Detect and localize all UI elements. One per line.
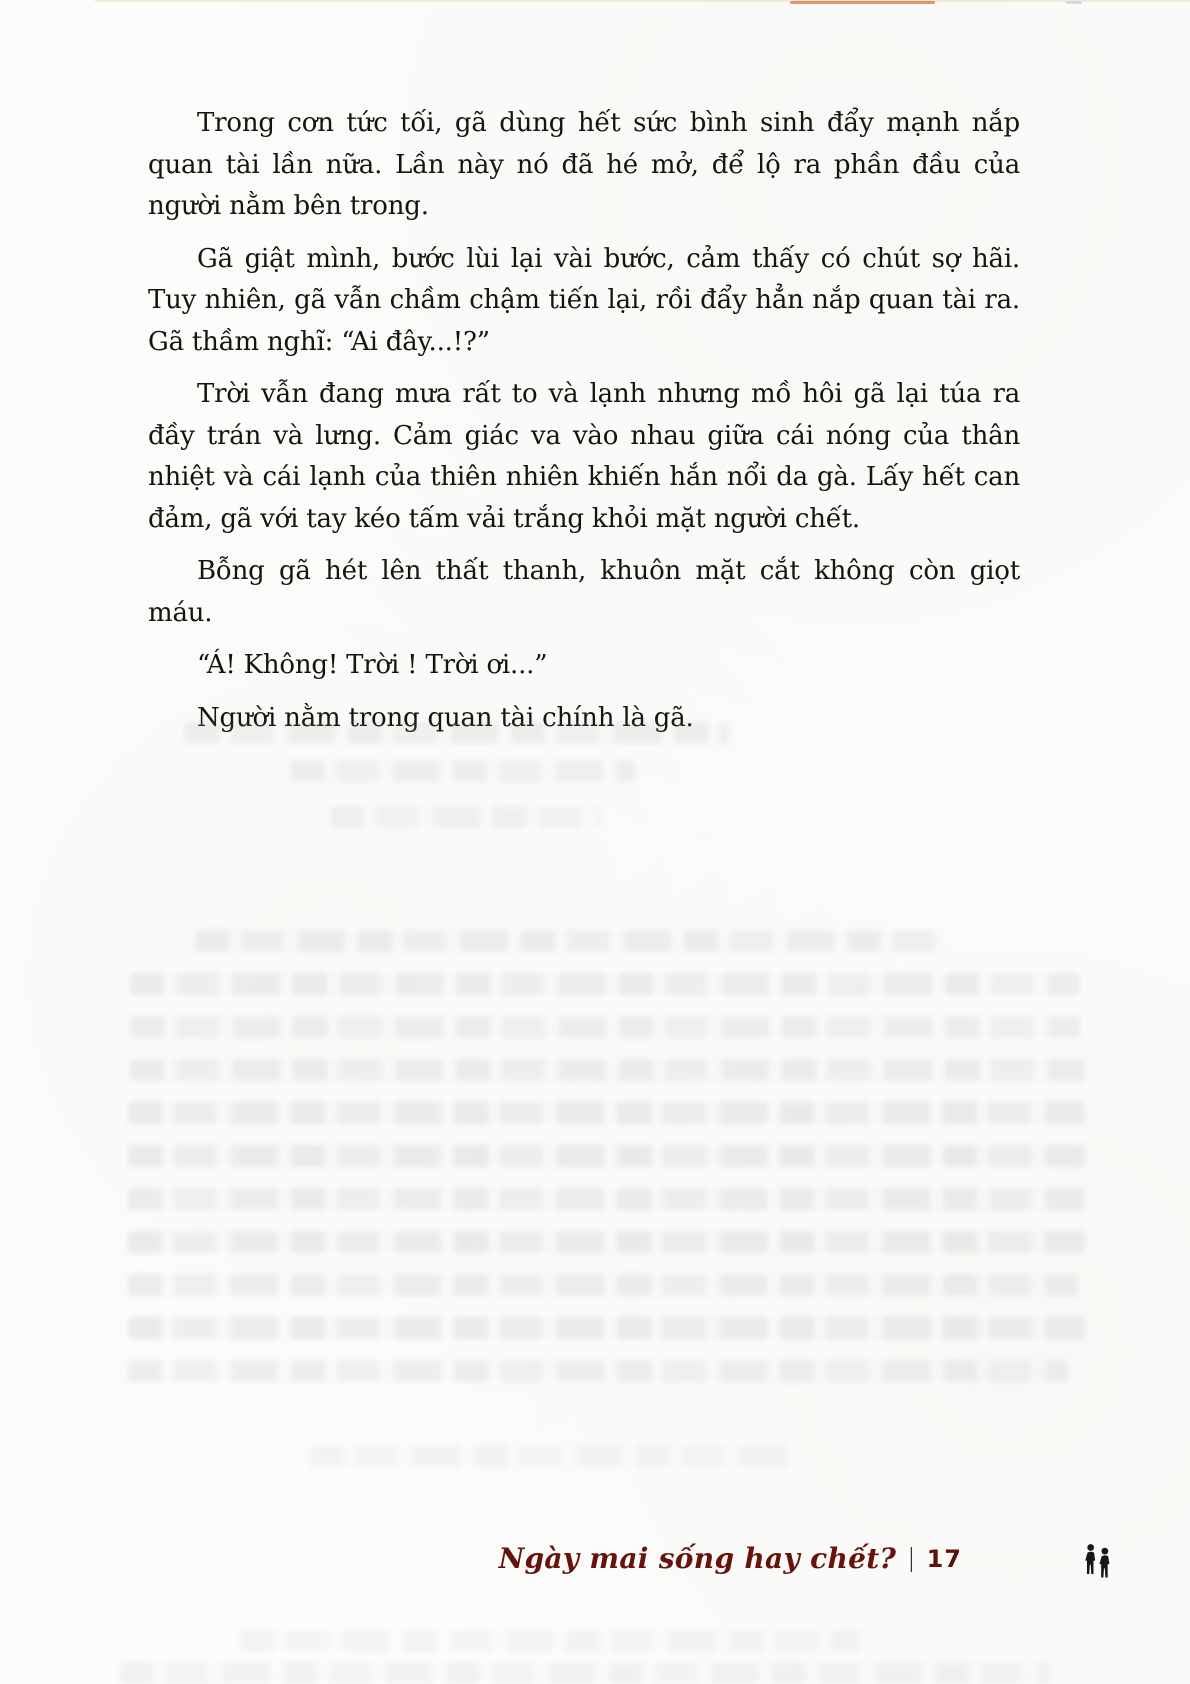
text-line: Tuy nhiên, gã vẫn chầm chậm tiến lại, rồi đẩy hẳn nắp quan tài ra.: [148, 285, 1020, 315]
text-line: Gã giật mình, bước lùi lại vài bước, cảm thấy có chút sợ hãi.: [197, 243, 1020, 274]
bleed-through-artifact: [310, 1445, 790, 1467]
bleed-through-artifact: [330, 806, 600, 828]
paragraph: [148, 645, 1020, 687]
text-line: quan tài lần nữa. Lần này nó đã hé mở, để lộ ra phần đầu của: [148, 149, 1020, 180]
bleed-through-artifact: [185, 722, 730, 744]
text-line: nhiệt và cái lạnh của thiên nhiên khiến hắn nổi da gà. Lấy hết can: [148, 462, 1020, 492]
body-text: [148, 103, 1020, 750]
text-line: Trời vẫn đang mưa rất to và lạnh nhưng mồ hôi gã lại túa ra: [197, 379, 1020, 409]
paragraph: [148, 239, 1020, 364]
bleed-through-artifact: [290, 760, 635, 782]
footer-divider: |: [907, 1543, 916, 1572]
scan-edge-artifact-red: [790, 1, 935, 4]
text-line: người nằm bên trong.: [148, 191, 429, 221]
text-line: Người nằm trong quan tài chính là gã.: [197, 702, 694, 733]
bleed-through-artifact: [128, 1317, 1085, 1339]
text-line: Bỗng gã hét lên thất thanh, khuôn mặt cắt không còn giọt máu.: [148, 556, 1020, 628]
text-line: đầy trán và lưng. Cảm giác va vào nhau giữa cái nóng của thân: [148, 420, 1020, 451]
bleed-through-artifact: [128, 1360, 1068, 1382]
text-line: Trong cơn tức tối, gã dùng hết sức bình sinh đẩy mạnh nắp: [197, 108, 1020, 138]
bleed-through-artifact: [120, 1662, 1050, 1684]
paragraph: [148, 103, 1020, 228]
text-line: Gã thầm nghĩ: “Ai đây...!?”: [148, 326, 490, 357]
bleed-through-artifact: [128, 1188, 1085, 1210]
bleed-through-artifact: [128, 1231, 1085, 1253]
bleed-through-artifact: [130, 1059, 1085, 1081]
footer-book-title: Ngày mai sống hay chết?: [498, 1542, 897, 1575]
bleed-through-artifact: [130, 973, 1080, 995]
bleed-through-artifact: [240, 1630, 860, 1652]
bleed-through-artifact: [128, 1145, 1085, 1167]
bleed-through-artifact: [128, 1274, 1078, 1296]
text-line: đảm, gã với tay kéo tấm vải trắng khỏi mặt người chết.: [148, 503, 860, 534]
scan-edge-artifact-blue: [1066, 1, 1082, 4]
scan-edge-artifact: [95, 0, 1190, 2]
page-footer: [0, 1542, 962, 1575]
paragraph: [148, 374, 1020, 540]
bleed-through-artifact: [195, 930, 945, 952]
page-number: 17: [926, 1544, 962, 1573]
two-people-icon: [1081, 1543, 1117, 1579]
bleed-through-artifact: [130, 1016, 1080, 1038]
text-line: “Á! Không! Trời ! Trời ơi...”: [197, 650, 548, 680]
paragraph: [148, 551, 1020, 634]
bleed-through-artifact: [128, 1102, 1085, 1124]
